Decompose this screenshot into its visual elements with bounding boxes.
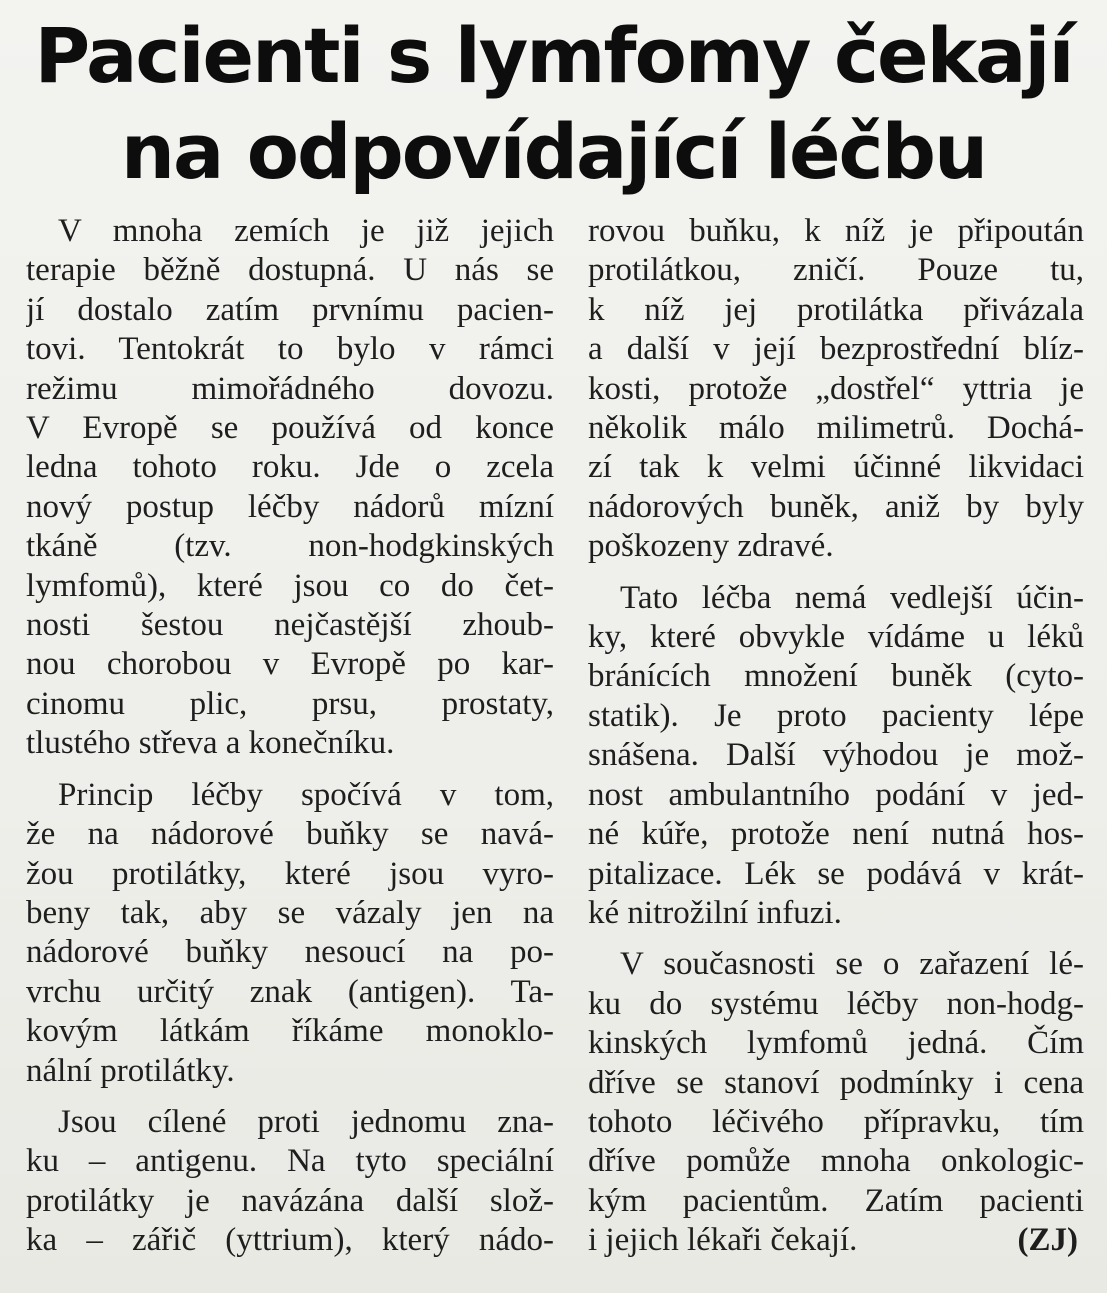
paragraph-6 (588, 945, 1084, 1260)
left-column (26, 212, 554, 1273)
text-line: protilátkou, zničí. Pouze tu, (588, 252, 1084, 289)
paragraph-2 (26, 776, 554, 1091)
text-line: cinomu plic, prsu, prostaty, (26, 685, 554, 722)
text-line: nový postup léčby nádorů mízní (26, 488, 554, 525)
text-line: statik). Je proto pacienty lépe (588, 697, 1084, 734)
text-line: nádorových buněk, aniž by byly (588, 488, 1084, 525)
text-line: tovi. Tentokrát to bylo v rámci (26, 331, 554, 368)
text-line: terapie běžně dostupná. U nás se (26, 252, 554, 289)
text-line: V mnoha zemích je již jejich (58, 213, 554, 249)
text-line: lymfomů), které jsou co do čet- (26, 567, 554, 604)
text-line: dříve se stanoví podmínky i cena (588, 1064, 1084, 1101)
text-line: ka – zářič (yttrium), který nádo- (26, 1222, 554, 1259)
text-line: dříve pomůže mnoha onkologic- (588, 1143, 1084, 1180)
text-line: ké nitrožilní infuzi. (588, 894, 842, 931)
text-line: ku – antigenu. Na tyto speciální (26, 1143, 554, 1180)
text-line: žou protilátky, které jsou vyro- (26, 855, 554, 892)
closing-text: i jejich lékaři čekají. (588, 1222, 858, 1259)
right-column (588, 212, 1084, 1273)
text-line: nosti šestou nejčastější zhoub- (26, 607, 554, 644)
text-line: kinských lymfomů jedná. Čím (588, 1025, 1084, 1062)
text-line: nální protilátky. (26, 1052, 235, 1089)
text-line: ky, které obvykle vídáme u léků (588, 619, 1084, 656)
text-line: rovou buňku, k níž je připoután (588, 213, 1084, 249)
headline-line-2: na odpovídající léčbu (120, 107, 987, 196)
text-line: nou chorobou v Evropě po kar- (26, 646, 554, 683)
text-line: několik málo milimetrů. Dochá- (588, 410, 1084, 447)
text-line: bránících množení buněk (cyto- (588, 658, 1084, 695)
text-line: kovým látkám říkáme monoklo- (26, 1013, 554, 1050)
text-line: Princip léčby spočívá v tom, (58, 776, 554, 813)
text-line: ledna tohoto roku. Jde o zcela (26, 449, 554, 486)
text-line: Tato léčba nemá vedlejší účin- (620, 579, 1084, 616)
paragraph-3 (26, 1103, 554, 1261)
text-line: režimu mimořádného dovozu. (26, 370, 554, 407)
text-line: k níž jej protilátka přivázala (588, 291, 1084, 328)
text-line: V současnosti se o zařazení lé- (620, 946, 1084, 983)
paragraph-1 (26, 212, 554, 764)
text-line: kosti, protože „dostřel“ yttria je (588, 370, 1084, 407)
headline (0, 8, 1107, 200)
text-line: pitalizace. Lék se podává v krát- (588, 855, 1084, 892)
text-line: že na nádorové buňky se navá- (26, 816, 554, 853)
text-line: protilátky je navázána další slož- (26, 1182, 554, 1219)
text-line: nádorové buňky nesoucí na po- (26, 934, 554, 971)
text-line-last (588, 1221, 1084, 1260)
text-line: a další v její bezprostřední blíz- (588, 331, 1084, 368)
headline-line-1: Pacienti s lymfomy čekají (34, 11, 1073, 100)
text-line: beny tak, aby se vázaly jen na (26, 894, 554, 931)
text-line: zí tak k velmi účinné likvidaci (588, 449, 1084, 486)
text-line: tlustého střeva a konečníku. (26, 725, 395, 762)
text-line: snášena. Další výhodou je mož- (588, 737, 1084, 774)
text-line: Jsou cílené proti jednomu zna- (58, 1103, 554, 1140)
text-line: ku do systému léčby non-hodg- (588, 985, 1084, 1022)
author-signature: (ZJ) (1017, 1222, 1078, 1259)
text-line: V Evropě se používá od konce (26, 410, 554, 447)
paragraph-5 (588, 579, 1084, 934)
text-line: tohoto léčivého přípravku, tím (588, 1103, 1084, 1140)
text-line: kým pacientům. Zatím pacienti (588, 1182, 1084, 1219)
text-line: vrchu určitý znak (antigen). Ta- (26, 973, 554, 1010)
paragraph-4 (588, 212, 1084, 567)
text-line: né kúře, protože není nutná hos- (588, 816, 1084, 853)
text-line: nost ambulantního podání v jed- (588, 776, 1084, 813)
text-line: tkáně (tzv. non-hodgkinských (26, 528, 554, 565)
text-line: jí dostalo zatím prvnímu pacien- (26, 291, 554, 328)
text-line: poškozeny zdravé. (588, 528, 834, 565)
